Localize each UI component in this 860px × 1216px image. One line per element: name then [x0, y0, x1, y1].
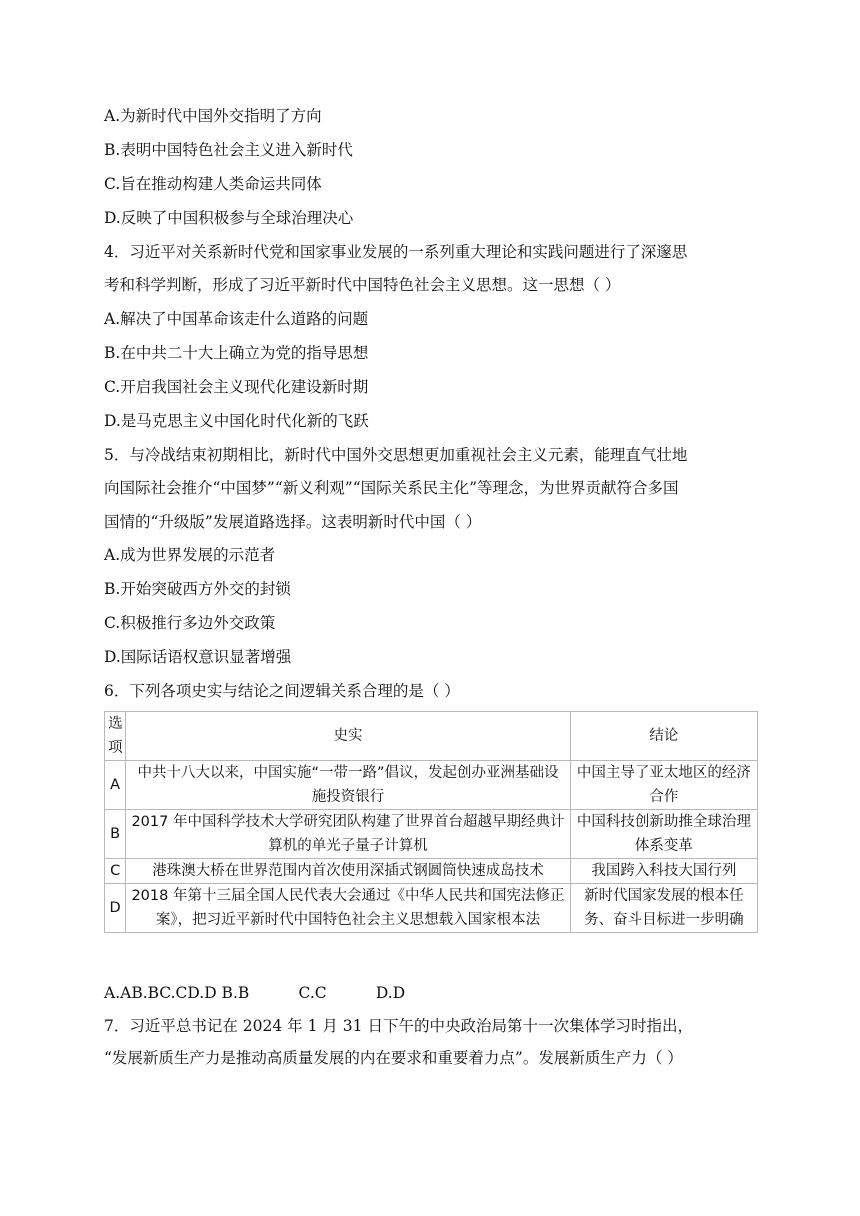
row-fact: 2017 年中国科学技术大学研究团队构建了世界首台超越早期经典计算机的单光子量子计算机 [126, 810, 570, 859]
q5-stem-line2: 向国际社会推介“中国梦”“新义利观”“国际关系民主化”等理念，为世界贡献符合多国 [104, 479, 679, 497]
header-fact: 史实 [126, 712, 570, 761]
q3-option-c: C.旨在推动构建人类命运共同体 [104, 175, 322, 193]
table-row [105, 884, 758, 933]
q3-option-d: D.反映了中国积极参与全球治理决心 [104, 209, 354, 227]
table-row [105, 859, 758, 884]
row-conclusion: 中国主导了亚太地区的经济合作 [570, 761, 757, 810]
row-option: C [105, 859, 126, 884]
q3-option-a: A.为新时代中国外交指明了方向 [104, 107, 322, 125]
q6-stem: 6．下列各项史实与结论之间逻辑关系合理的是（ ） [104, 682, 460, 700]
row-conclusion: 中国科技创新助推全球治理体系变革 [570, 810, 757, 859]
q6-answer-options: A.AB.BC.CD.D B.B C.C D.D [104, 984, 406, 1002]
row-conclusion: 我国跨入科技大国行列 [570, 859, 757, 884]
row-conclusion: 新时代国家发展的根本任务、奋斗目标进一步明确 [570, 884, 757, 933]
row-option: B [105, 810, 126, 859]
q5-option-c: C.积极推行多边外交政策 [104, 614, 276, 632]
header-conclusion: 结论 [570, 712, 757, 761]
q7-stem-line2: “发展新质生产力是推动高质量发展的内在要求和重要着力点”。发展新质生产力（ ） [104, 1049, 683, 1067]
q4-option-d: D.是马克思主义中国化时代化新的飞跃 [104, 412, 369, 430]
table-row [105, 810, 758, 859]
row-fact: 港珠澳大桥在世界范围内首次使用深插式钢圆筒快速成岛技术 [126, 859, 570, 884]
table-header-row [105, 712, 758, 761]
row-option: A [105, 761, 126, 810]
q4-stem-line2: 考和科学判断，形成了习近平新时代中国特色社会主义思想。这一思想（ ） [104, 276, 621, 294]
header-option: 选项 [105, 712, 126, 761]
row-fact: 中共十八大以来，中国实施“一带一路”倡议，发起创办亚洲基础设施投资银行 [126, 761, 570, 810]
q7-stem-line1: 7．习近平总书记在 2024 年 1 月 31 日下午的中央政治局第十一次集体学习时指出， [104, 1017, 693, 1035]
q5-option-d: D.国际话语权意识显著增强 [104, 648, 292, 666]
q4-option-b: B.在中共二十大上确立为党的指导思想 [104, 344, 369, 362]
q5-stem-line3: 国情的“升级版”发展道路选择。这表明新时代中国（ ） [104, 513, 482, 531]
q5-option-a: A.成为世界发展的示范者 [104, 546, 276, 564]
row-fact: 2018 年第十三届全国人民代表大会通过《中华人民共和国宪法修正案》，把习近平新时代中国特色社会主义思想载入国家根本法 [126, 884, 570, 933]
q4-option-c: C.开启我国社会主义现代化建设新时期 [104, 378, 369, 396]
q5-stem-line1: 5．与冷战结束初期相比，新时代中国外交思想更加重视社会主义元素，能理直气壮地 [104, 446, 688, 464]
q4-stem-line1: 4．习近平对关系新时代党和国家事业发展的一系列重大理论和实践问题进行了深邃思 [104, 243, 688, 261]
q3-option-b: B.表明中国特色社会主义进入新时代 [104, 141, 353, 159]
q5-option-b: B.开始突破西方外交的封锁 [104, 580, 291, 598]
q4-option-a: A.解决了中国革命该走什么道路的问题 [104, 310, 369, 328]
facts-table [104, 711, 758, 933]
table-row [105, 761, 758, 810]
row-option: D [105, 884, 126, 933]
